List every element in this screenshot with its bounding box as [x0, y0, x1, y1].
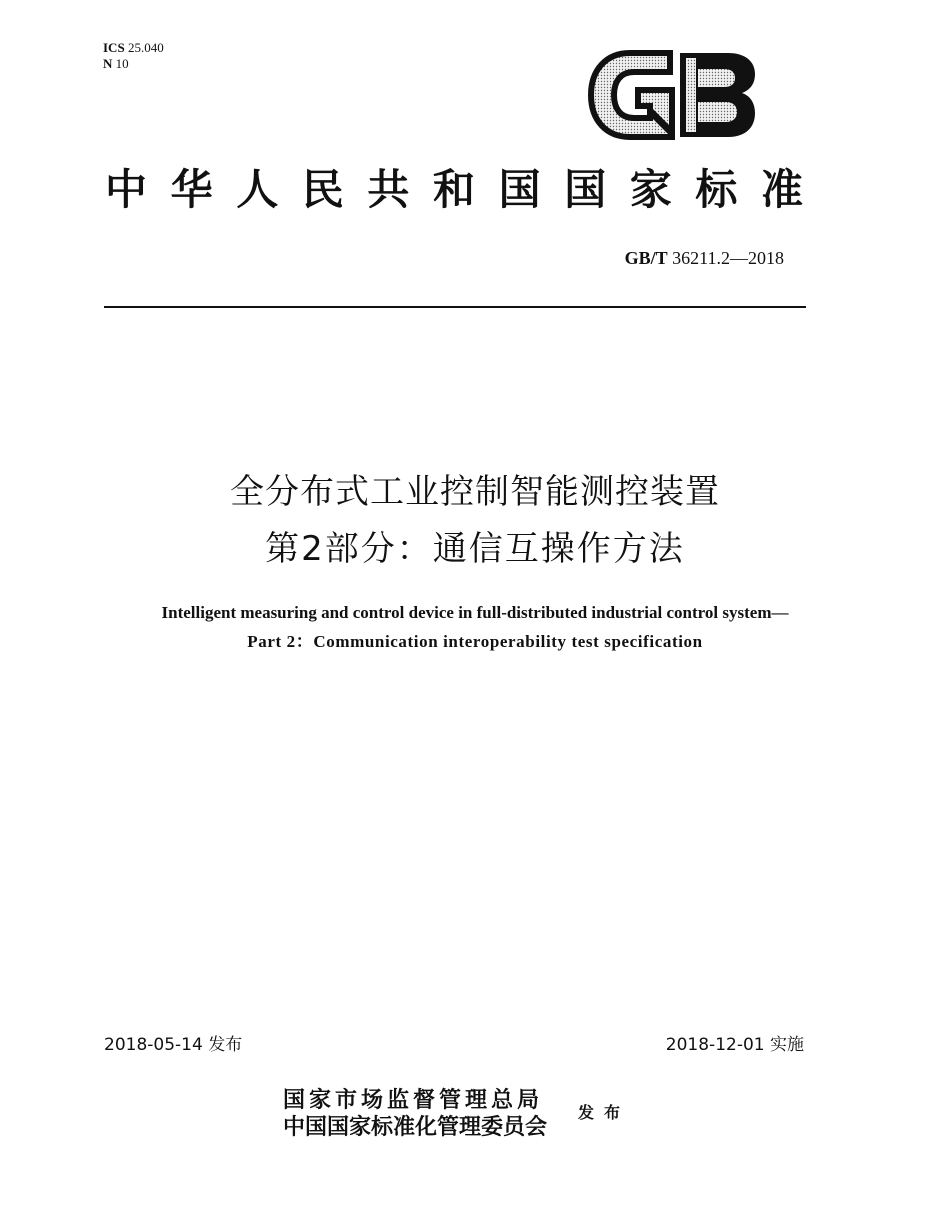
publish-label: 发布 [578, 1103, 631, 1122]
header-divider [104, 306, 806, 308]
implementation-date: 2018-12-01 实施 [665, 1035, 804, 1055]
title-en-line1: Intelligent measuring and control device in full-distributed industrial control system— [161, 603, 789, 622]
issuer-samr: 国家市场监督管理总局 [283, 1087, 544, 1113]
title-en-line2: Part 2：Communication interoperability test specification [247, 632, 703, 651]
issuer-sac: 中国国家标准化管理委员会 [283, 1114, 548, 1140]
ics-label: ICS [103, 40, 125, 55]
ics-code [103, 40, 164, 56]
standard-number-prefix: GB/T [624, 248, 668, 268]
national-standard-title: 中华人民共和国国家标准 [105, 165, 805, 214]
ccs-value: 10 [115, 56, 129, 71]
ccs-code [103, 56, 129, 72]
issue-date: 2018-05-14 发布 [104, 1035, 243, 1055]
title-zh-line2: 第2部分：通信互操作方法 [265, 529, 685, 569]
gb-logo [588, 50, 758, 140]
ccs-label: N [103, 56, 113, 71]
gb-logo-icon [588, 50, 758, 140]
standard-number [625, 247, 784, 269]
ics-value: 25.040 [127, 40, 164, 55]
title-zh-line1: 全分布式工业控制智能测控装置 [230, 472, 720, 512]
standard-number-value: 36211.2—2018 [672, 248, 784, 268]
